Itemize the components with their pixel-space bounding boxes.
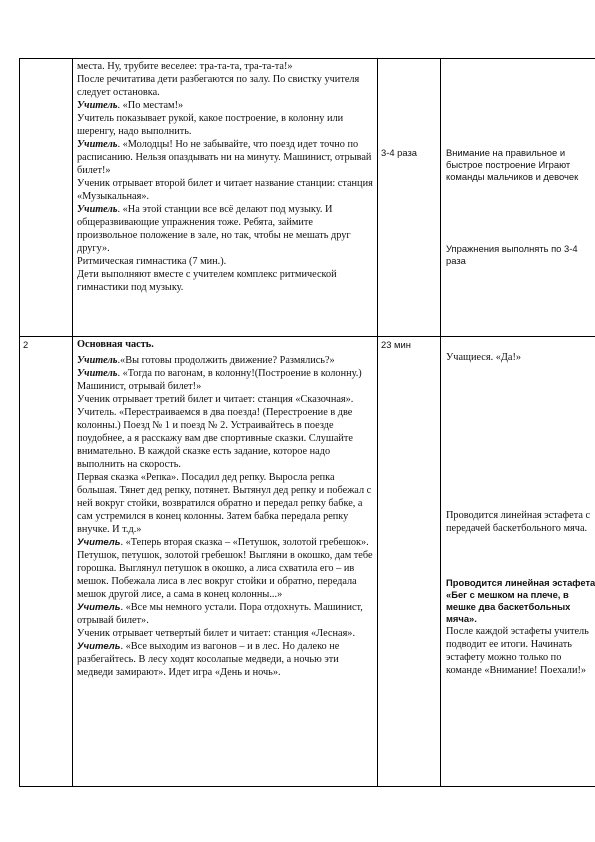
content-line: После речитатива дети разбегаются по залу. По свистку учителя следует остановка. <box>77 74 360 98</box>
notes-cell <box>441 337 595 787</box>
relay-note-bold: Проводится линейная эстафета «Бег с мешком на плече, в мешке два баскетбольных мяча». <box>446 577 595 624</box>
stage-number-cell <box>20 337 73 787</box>
content-line: Учитель показывает рукой, какое построение, в колонну или шеренгу, надо выполнить. <box>77 113 344 137</box>
content-line: Учитель. «На этой станции все всё делают под музыку. И общеразвивающие упражнения тоже. Ребята, займите произвольное положение в зале, но так, чтобы не мешать друг другу». <box>77 204 351 254</box>
student-answer: Учащиеся. «Да!» <box>446 352 522 363</box>
content-line: Дети выполняют вместе с учителем комплекс ритмической гимнастики под музыку. <box>77 269 337 293</box>
note-text: Упражнения выполнять по 3-4 раза <box>446 243 578 266</box>
content-cell <box>73 337 378 787</box>
content-line: Учитель. «Все выходим из вагонов – и в лес. Но далеко не разбегайтесь. В лесу ходят косолапые медведи, а ночью эти медведи замирают». Идет игра «День и ночь». <box>77 641 340 678</box>
content-line: Учитель. «По местам!» <box>77 100 184 111</box>
stage-number: 2 <box>23 339 29 350</box>
section-heading: Основная часть. <box>77 339 154 350</box>
dosage-cell <box>378 59 441 337</box>
teacher-lead: Учитель <box>77 204 118 215</box>
teacher-lead: Учитель <box>77 368 118 379</box>
content-line: Учитель. «Молодцы! Но не забывайте, что поезд идет точно по расписанию. Нельзя опаздывать ни на минуту. Машинист, отрывай билет!» <box>77 139 372 176</box>
teacher-lead: Учитель <box>77 100 118 111</box>
dosage-text: 3-4 раза <box>381 147 417 158</box>
notes-cell <box>441 59 595 337</box>
table-row <box>20 337 595 787</box>
content-cell <box>73 59 378 337</box>
content-line: Учитель. «Перестраиваемся в два поезда! (Перестроение в две колонны.) Поезд № 1 и поезд № 2. Устраивайтесь в поезде поудобнее, а я расскажу вам две спортивные сказки. Слушайте внимательно. В каждой сказке есть задание, которое надо выполнить на скорость. <box>77 407 353 470</box>
relay-note: Проводится линейная эстафета с передачей баскетбольного мяча. <box>446 510 591 534</box>
lesson-plan-table <box>19 58 595 787</box>
dosage-cell <box>378 337 441 787</box>
teacher-lead: Учитель <box>77 602 121 613</box>
lesson-plan-sheet <box>19 58 595 786</box>
teacher-lead: Учитель <box>77 641 121 652</box>
content-line: Ученик отрывает третий билет и читает: станция «Сказочная». <box>77 394 354 405</box>
dosage-text: 23 мин <box>381 339 411 350</box>
content-line: Ритмическая гимнастика (7 мин.). <box>77 256 227 267</box>
content-line: Учитель. «Теперь вторая сказка – «Петушок, золотой гребешок». Петушок, петушок, золотой гребешок! Выгляни в окошко, дам тебе горошка. Выглянул петушок в окошко, а лиса схватила его – ив мешок. Побежала лиса в лес вокруг стойки и обратно, передала мешок другой лисе, а сама в конец колонны...» <box>77 537 373 600</box>
content-line: Учитель. «Все мы немного устали. Пора отдохнуть. Машинист, отрывай билет». <box>77 602 363 626</box>
content-line: Учитель.«Вы готовы продолжить движение? Размялись?» <box>77 355 335 366</box>
content-line: Первая сказка «Репка». Посадил дед репку. Выросла репка большая. Тянет дед репку, потянет. Вытянул дед репку и побежал с ней вокруг стойки, возвратился обратно и передал репку бабке, а сам устремился в конец колонны. Затем бабка передала репку внучке. И т.д.» <box>77 472 372 535</box>
note-text: Внимание на правильное и быстрое построение Играют команды мальчиков и девочек <box>446 147 579 182</box>
content-line: Ученик отрывает второй билет и читает название станции: станция «Музыкальная». <box>77 178 373 202</box>
content-line: Ученик отрывает четвертый билет и читает: станция «Лесная». <box>77 628 356 639</box>
teacher-lead: Учитель <box>77 139 118 150</box>
stage-number-cell <box>20 59 73 337</box>
relay-note: После каждой эстафеты учитель подводит ее итоги. Начинать эстафету можно только по команде «Внимание! Поехали!» <box>446 626 589 676</box>
teacher-lead: Учитель <box>77 537 121 548</box>
content-line: Учитель. «Тогда по вагонам, в колонну!(Построение в колонну.) Машинист, отрывай билет!» <box>77 368 362 392</box>
table-row <box>20 59 595 337</box>
content-line: места. Ну, трубите веселее: тра-та-та, тра-та-та!» <box>77 61 293 72</box>
teacher-lead: Учитель <box>77 355 118 366</box>
